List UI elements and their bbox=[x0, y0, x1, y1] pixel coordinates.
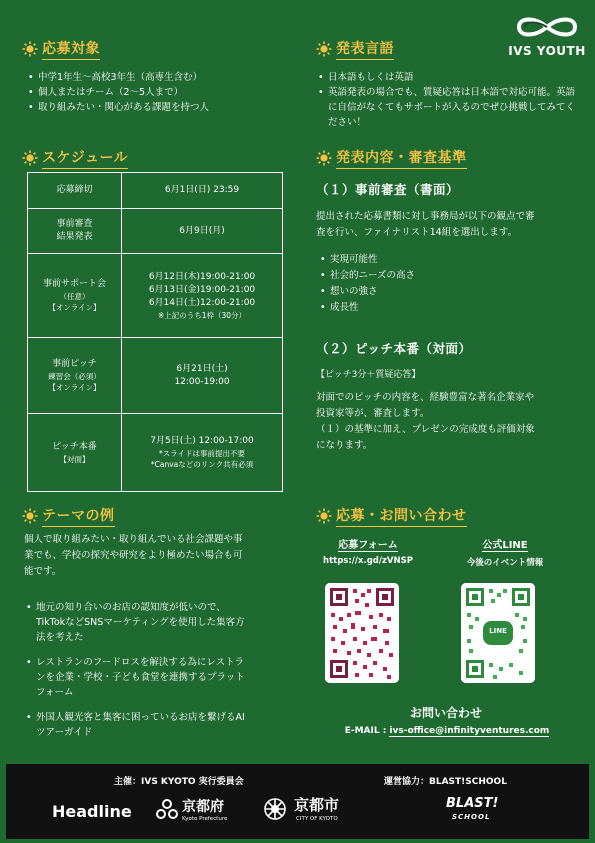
pitch-description: 対面でのピッチの内容を、経験豊富な著名企業家や 投資家等が、審査します。 （１）の基準に加え、プレゼンの完成度も評価対象 になります。 bbox=[316, 392, 535, 451]
themes-list bbox=[24, 600, 294, 740]
list-item: • 中学1年生〜高校3年生（高専生含む） bbox=[26, 70, 296, 85]
themes-heading bbox=[22, 505, 115, 527]
ivs-youth-logo bbox=[507, 14, 587, 60]
themes-title: テーマの例 bbox=[42, 505, 115, 527]
form-label: 応募フォーム bbox=[338, 540, 398, 551]
language-list bbox=[316, 70, 578, 130]
email-prefix: E-MAIL : bbox=[344, 726, 390, 736]
list-item: • 想いの強さ bbox=[318, 284, 518, 300]
list-item: • レストランのフードロスを解決する為にレストラ ンを企業・学校・子ども食堂を連携するプラット フォーム bbox=[24, 655, 294, 700]
form-qr-code[interactable] bbox=[325, 583, 399, 683]
eligibility-list bbox=[26, 70, 296, 115]
line-badge: LINE bbox=[489, 627, 507, 635]
inquiry-title: お問い合わせ bbox=[409, 706, 482, 720]
eligibility-heading bbox=[22, 38, 100, 60]
form-url[interactable]: https://x.gd/zVNSP bbox=[323, 556, 413, 566]
schedule-table bbox=[27, 172, 283, 492]
kyoto-prefecture-emblem-icon bbox=[154, 797, 180, 823]
criteria-title: 発表内容・審査基準 bbox=[336, 147, 467, 169]
table-row bbox=[28, 338, 283, 414]
schedule-value: 7月5日(土) 12:00-17:00 *スライドは事前提出不要 *Canvaなどのリンク共有必須 bbox=[122, 414, 283, 492]
schedule-label: 応募締切 bbox=[28, 173, 122, 209]
sun-icon bbox=[316, 508, 332, 524]
list-item: • 社会的ニーズの高さ bbox=[318, 268, 518, 284]
line-qr-code[interactable] bbox=[461, 583, 535, 683]
schedule-label: ピッチ本番 【対面】 bbox=[28, 414, 122, 492]
blast-logo: BLAST! bbox=[446, 796, 499, 811]
schedule-heading bbox=[22, 147, 128, 169]
kyoto-city-emblem-icon bbox=[262, 796, 288, 822]
pitch-subheading: （２）ピッチ本番（対面） bbox=[316, 341, 472, 356]
qr-icon bbox=[325, 583, 399, 683]
schedule-label: 事前審査 結果発表 bbox=[28, 209, 122, 254]
list-item: • 成長性 bbox=[318, 300, 518, 316]
sun-icon bbox=[316, 150, 332, 166]
screening-description: 提出された応募書類に対し事務局が以下の観点で審 査を行い、ファイナリスト14組を選出します。 bbox=[316, 211, 535, 238]
schedule-value: 6月21日(土) 12:00-19:00 bbox=[122, 338, 283, 414]
host-label: 主催：IVS KYOTO 実行委員会 bbox=[114, 777, 244, 787]
table-row bbox=[28, 173, 283, 209]
table-row bbox=[28, 209, 283, 254]
footer bbox=[6, 764, 589, 839]
schedule-value: 6月1日(日) 23:59 bbox=[122, 173, 283, 209]
line-subtitle: 今後のイベント情報 bbox=[466, 558, 544, 568]
email-link[interactable]: ivs-office@infinityventures.com bbox=[389, 726, 550, 736]
contact-heading bbox=[316, 505, 467, 527]
table-row bbox=[28, 254, 283, 338]
list-item: • 外国人観光客と集客に困っているお店を繋げるAI ツアーガイド bbox=[24, 710, 294, 740]
contact-title: 応募・お問い合わせ bbox=[336, 505, 467, 527]
table-row bbox=[28, 414, 283, 492]
eligibility-title: 応募対象 bbox=[42, 38, 100, 60]
kyoto-prefecture-en: Kyoto Prefecture bbox=[182, 816, 228, 822]
schedule-title: スケジュール bbox=[42, 147, 128, 169]
support-label: 運営協力：BLAST!SCHOOL bbox=[384, 777, 507, 787]
criteria-heading bbox=[316, 147, 467, 169]
sun-icon bbox=[22, 41, 38, 57]
screening-subheading: （１）事前審査（書面） bbox=[316, 182, 460, 197]
language-title: 発表言語 bbox=[336, 38, 394, 60]
email-line bbox=[316, 726, 578, 736]
kyoto-prefecture-logo: 京都府 bbox=[182, 799, 224, 815]
list-item: • 地元の知り合いのお店の認知度が低いので、 TikTokなどSNSマーケティングを使用した集客方 法を考えた bbox=[24, 600, 294, 645]
criteria-list bbox=[318, 252, 518, 316]
themes-intro: 個人で取り組みたい・取り組んでいる社会課題や事 業でも、学校の探究や研究をより極めたい場合も可 能です。 bbox=[24, 534, 243, 577]
list-item: • 日本語もしくは英語 bbox=[316, 70, 578, 85]
schedule-label: 事前サポート会 （任意） 【オンライン】 bbox=[28, 254, 122, 338]
sun-icon bbox=[22, 508, 38, 524]
schedule-value: 6月9日(月) bbox=[122, 209, 283, 254]
infinity-logo-icon bbox=[515, 14, 579, 40]
kyoto-city-en: CITY OF KYOTO bbox=[296, 816, 338, 822]
blast-school-logo: SCHOOL bbox=[452, 813, 491, 821]
pitch-format: 【ピッチ3分＋質疑応答】 bbox=[316, 370, 421, 380]
list-item: • 取り組みたい・関心がある課題を持つ人 bbox=[26, 100, 296, 115]
schedule-value: 6月12日(木)19:00-21:00 6月13日(金)19:00-21:00 6月14日(土)12:00-21:00 ※上記のうち1枠（30分） bbox=[122, 254, 283, 338]
line-label: 公式LINE bbox=[482, 540, 528, 551]
sun-icon bbox=[316, 41, 332, 57]
list-item: • 英語発表の場合でも、質疑応答は日本語で対応可能。英語に自信がなくてもサポートが入るのでぜひ挑戦してみてください！ bbox=[316, 85, 578, 130]
language-heading bbox=[316, 38, 394, 60]
sun-icon bbox=[22, 150, 38, 166]
list-item: • 実現可能性 bbox=[318, 252, 518, 268]
schedule-label: 事前ピッチ 練習会（必須） 【オンライン】 bbox=[28, 338, 122, 414]
list-item: • 個人またはチーム（2〜5人まで） bbox=[26, 85, 296, 100]
logo-text: IVS YOUTH bbox=[508, 44, 586, 58]
kyoto-city-logo: 京都市 bbox=[294, 796, 340, 814]
headline-logo: Headline bbox=[52, 802, 132, 821]
